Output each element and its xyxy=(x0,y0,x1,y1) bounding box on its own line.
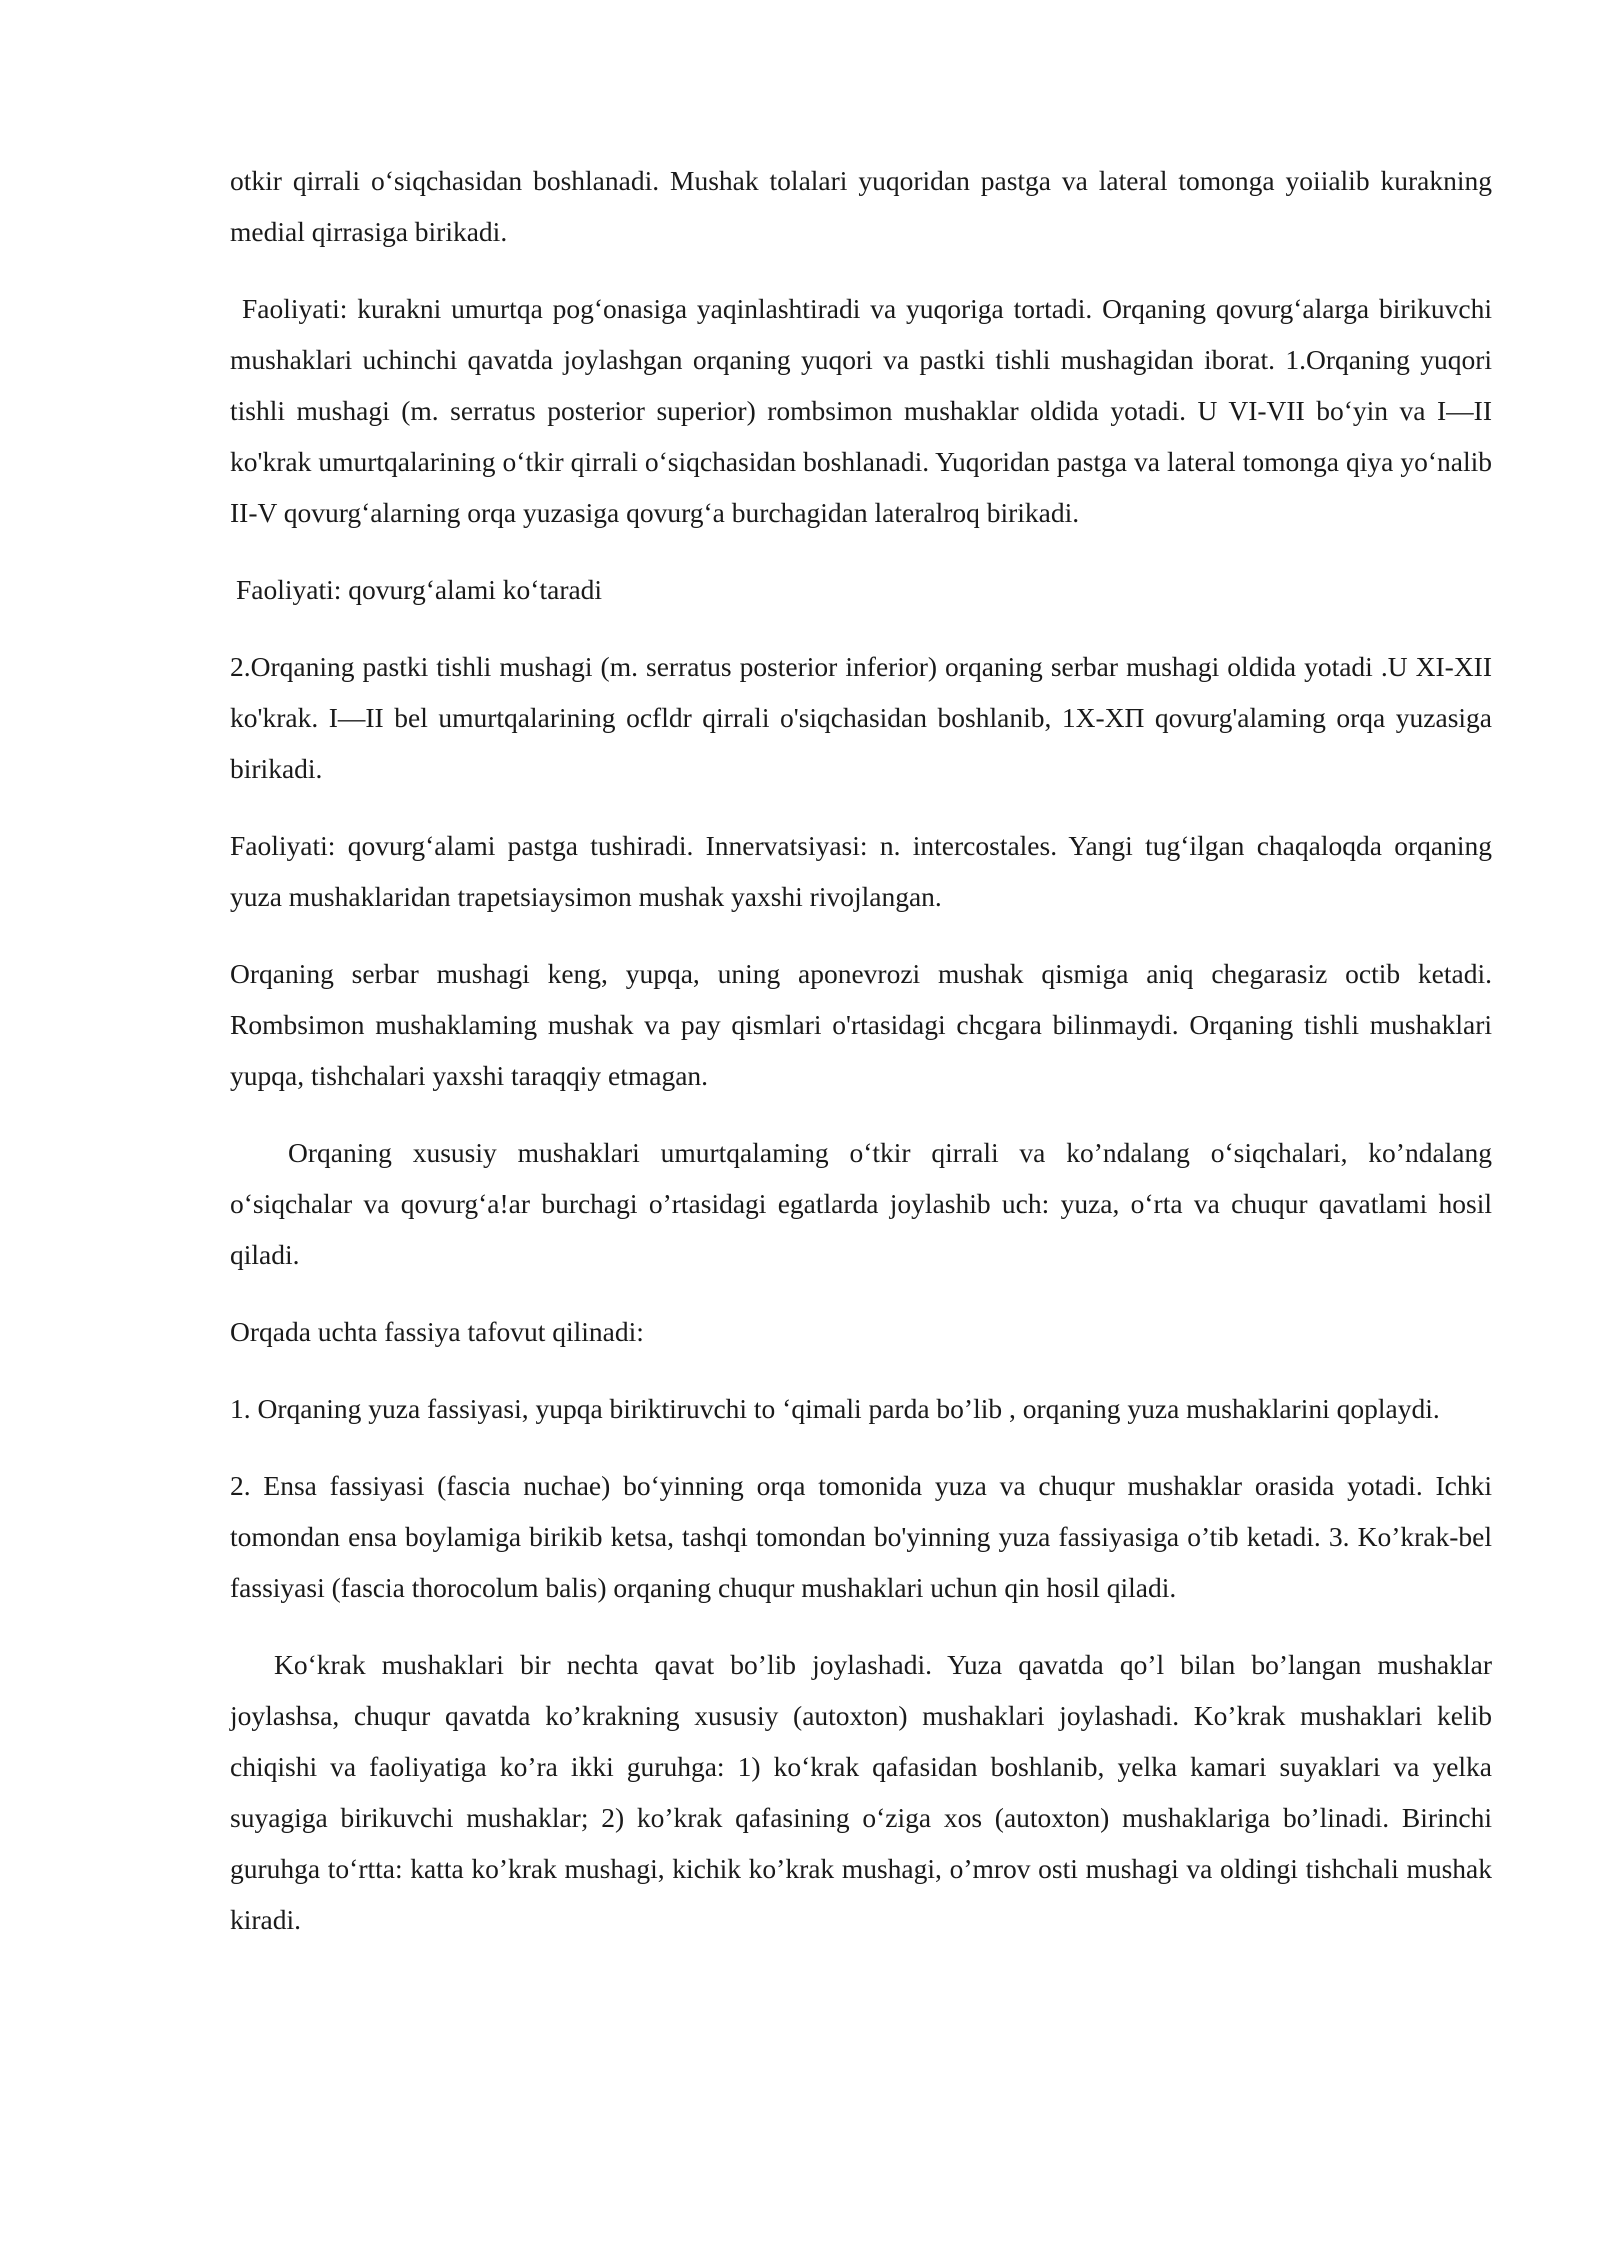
paragraph-4: 2.Orqaning pastki tishli mushagi (m. serratus posterior inferior) orqaning serbar mushagi oldida yotadi .U XI-XII ko'krak. I—II bel umurtqalarining ocfldr qirrali o'siqchasidan boshlanib, 1X-XП qovurg'alaming orqa yuzasiga birikadi. xyxy=(230,651,1492,784)
paragraph-7: Orqaning xususiy mushaklari umurtqalaming o‘tkir qirrali va ko’ndalang o‘siqchalari, ko’ndalang o‘siqchalar va qovurg‘a!ar burchagi o’rtasidagi egatlarda joylashib uch: yuza, o‘rta va chuqur qavatlami hosil qiladi. xyxy=(230,1137,1492,1270)
paragraph-6: Orqaning serbar mushagi keng, yupqa, uning aponevrozi mushak qismiga aniq chegarasiz octib ketadi. Rombsimon mushaklaming mushak va pay qismlari o'rtasidagi chcgara bilinmaydi. Orqaning tishli mushaklari yupqa, tishchalari yaxshi taraqqiy etmagan. xyxy=(230,958,1492,1091)
paragraph-2: Faoliyati: kurakni umurtqa pog‘onasiga yaqinlashtiradi va yuqoriga tortadi. Orqaning qovurg‘alarga birikuvchi mushaklari uchinchi qavatda joylashgan orqaning yuqori va pastki tishli mushagidan iborat. 1.Orqaning yuqori tishli mushagi (m. serratus posterior superior) rombsimon mushaklar oldida yotadi. U VI-VII bo‘yin va I—II ko'krak umurtqalarining o‘tkir qirrali o‘siqchasidan boshlanadi. Yuqoridan pastga va lateral tomonga qiya yo‘nalib II-V qovurg‘alarning orqa yuzasiga qovurg‘a burchagidan lateralroq birikadi. xyxy=(230,293,1492,528)
document-body xyxy=(230,155,1492,1971)
paragraph-10: 2. Ensa fassiyasi (fascia nuchae) bo‘yinning orqa tomonida yuza va chuqur mushaklar orasida yotadi. Ichki tomondan ensa boylamiga birikib ketsa, tashqi tomondan bo'yinning yuza fassiyasiga o’tib ketadi. 3. Ko’krak-bel fassiyasi (fascia thorocolum balis) orqaning chuqur mushaklari uchun qin hosil qiladi. xyxy=(230,1470,1492,1603)
paragraph-9: 1. Orqaning yuza fassiyasi, yupqa biriktiruvchi to ‘qimali parda bo’lib , orqaning yuza mushaklarini qoplaydi. xyxy=(230,1393,1440,1424)
paragraph-1: otkir qirrali o‘siqchasidan boshlanadi. Mushak tolalari yuqoridan pastga va lateral tomonga yoiialib kurakning medial qirrasiga birikadi. xyxy=(230,165,1492,247)
paragraph-8: Orqada uchta fassiya tafovut qilinadi: xyxy=(230,1316,644,1347)
paragraph-5: Faoliyati: qovurg‘alami pastga tushiradi. Innervatsiyasi: n. intercostales. Yangi tug‘ilgan chaqaloqda orqaning yuza mushaklaridan trapetsiaysimon mushak yaxshi rivojlangan. xyxy=(230,830,1492,912)
paragraph-11: Ko‘krak mushaklari bir nechta qavat bo’lib joylashadi. Yuza qavatda qo’l bilan bo’langan mushaklar joylashsa, chuqur qavatda ko’krakning xususiy (autoxton) mushaklari joylashadi. Ko’krak mushaklari kelib chiqishi va faoliyatiga ko’ra ikki guruhga: 1) ko‘krak qafasidan boshlanib, yelka kamari suyaklari va yelka suyagiga birikuvchi mushaklar; 2) ko’krak qafasining o‘ziga xos (autoxton) mushaklariga bo’linadi. Birinchi guruhga to‘rtta: katta ko’krak mushagi, kichik ko’krak mushagi, o’mrov osti mushagi va oldingi tishchali mushak kiradi. xyxy=(230,1649,1492,1935)
paragraph-3: Faoliyati: qovurg‘alami ko‘taradi xyxy=(236,574,603,605)
